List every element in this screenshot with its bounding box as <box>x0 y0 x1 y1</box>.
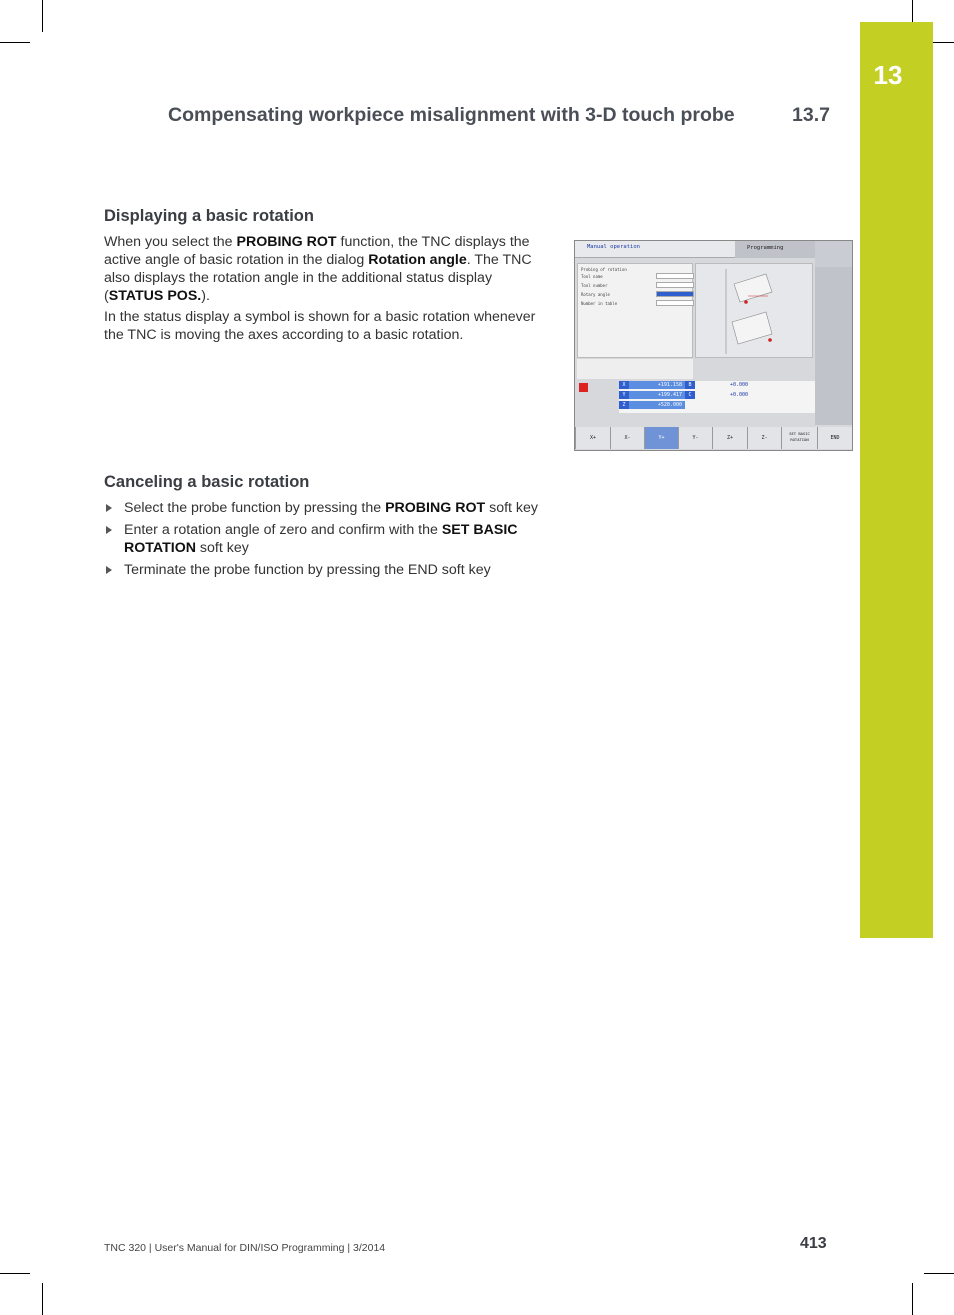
crop-mark <box>42 1283 43 1315</box>
crop-mark <box>0 42 30 43</box>
arrow-right-icon <box>106 504 112 512</box>
chapter-number: 13 <box>873 60 903 90</box>
running-header-section: 13.7 <box>792 104 830 126</box>
softkey-y-plus[interactable]: Y+ <box>644 427 678 449</box>
programming-label: Programming <box>735 241 815 258</box>
status-lines <box>577 359 693 379</box>
axis-label: B <box>685 381 695 389</box>
mode-label: Manual operation <box>587 244 640 250</box>
crop-mark <box>924 1273 954 1274</box>
softkey-set-basic-rotation[interactable]: SET BASIC ROTATION <box>781 427 817 449</box>
softkey-end[interactable]: END <box>817 427 852 449</box>
softkey-x-minus[interactable]: X- <box>610 427 644 449</box>
softkey-z-minus[interactable]: Z- <box>747 427 781 449</box>
page-number: 413 <box>800 1235 827 1252</box>
crop-mark <box>42 0 43 32</box>
list-item: Terminate the probe function by pressing the END soft key <box>104 561 544 579</box>
list-item: Enter a rotation angle of zero and confirm with the SET BASIC ROTATION soft key <box>104 521 544 557</box>
dialog-row-label: Number in table <box>581 301 618 306</box>
step-list <box>104 499 544 582</box>
softkey-z-plus[interactable]: Z+ <box>712 427 747 449</box>
axis-label: X <box>619 381 629 389</box>
dialog-title: Probing of rotation <box>581 267 627 272</box>
footer-manual-info: TNC 320 | User's Manual for DIN/ISO Programming | 3/2014 <box>104 1242 386 1254</box>
stop-icon <box>579 383 588 392</box>
dialog-row-label: Tool name <box>581 274 603 279</box>
arrow-right-icon <box>106 526 112 534</box>
probe-dialog <box>577 263 693 358</box>
crop-mark <box>0 1273 30 1274</box>
tnc-screenshot <box>574 240 853 451</box>
dialog-field <box>656 291 694 297</box>
position-row <box>619 391 815 399</box>
arrow-right-icon <box>106 566 112 574</box>
position-display <box>619 381 815 413</box>
side-softkeys <box>815 267 852 425</box>
paragraph-status-symbol: In the status display a symbol is shown for a basic rotation whenever the TNC is moving the axes according to a basic rotation. <box>104 309 536 343</box>
chapter-tab <box>860 22 933 938</box>
clock-panel <box>815 241 852 267</box>
probe-graphic <box>695 263 813 358</box>
axis-value: +191.158 <box>629 381 685 389</box>
axis-value: +0.000 <box>695 391 751 399</box>
axis-value: +199.417 <box>629 391 685 399</box>
axis-label: Y <box>619 391 629 399</box>
dialog-field <box>656 273 694 279</box>
axis-value: +0.000 <box>695 381 751 389</box>
position-row <box>619 381 815 389</box>
paragraph-probing-rot: When you select the PROBING ROT function, the TNC displays the active angle of basic rotation in the dialog Rotation angle. The TNC also displays the rotation angle in the additional status display (STATUS POS.). <box>104 234 532 304</box>
running-header-title: Compensating workpiece misalignment with 3-D touch probe <box>168 104 735 126</box>
axis-value: +520.000 <box>629 401 685 409</box>
softkey-y-minus[interactable]: Y- <box>678 427 712 449</box>
workpiece-rotation-graphic <box>696 264 814 359</box>
axis-label: C <box>685 391 695 399</box>
dialog-row-label: Tool number <box>581 283 608 288</box>
dialog-row-label: Rotary angle <box>581 292 610 297</box>
dialog-field <box>656 300 694 306</box>
screen-header <box>575 241 815 258</box>
dialog-field <box>656 282 694 288</box>
list-item: Select the probe function by pressing the PROBING ROT soft key <box>104 499 544 517</box>
softkey-x-plus[interactable]: X+ <box>575 427 610 449</box>
crop-mark <box>912 1283 913 1315</box>
section-heading-canceling: Canceling a basic rotation <box>104 473 310 491</box>
position-row <box>619 401 815 409</box>
axis-label: Z <box>619 401 629 409</box>
section-heading-displaying: Displaying a basic rotation <box>104 207 314 225</box>
